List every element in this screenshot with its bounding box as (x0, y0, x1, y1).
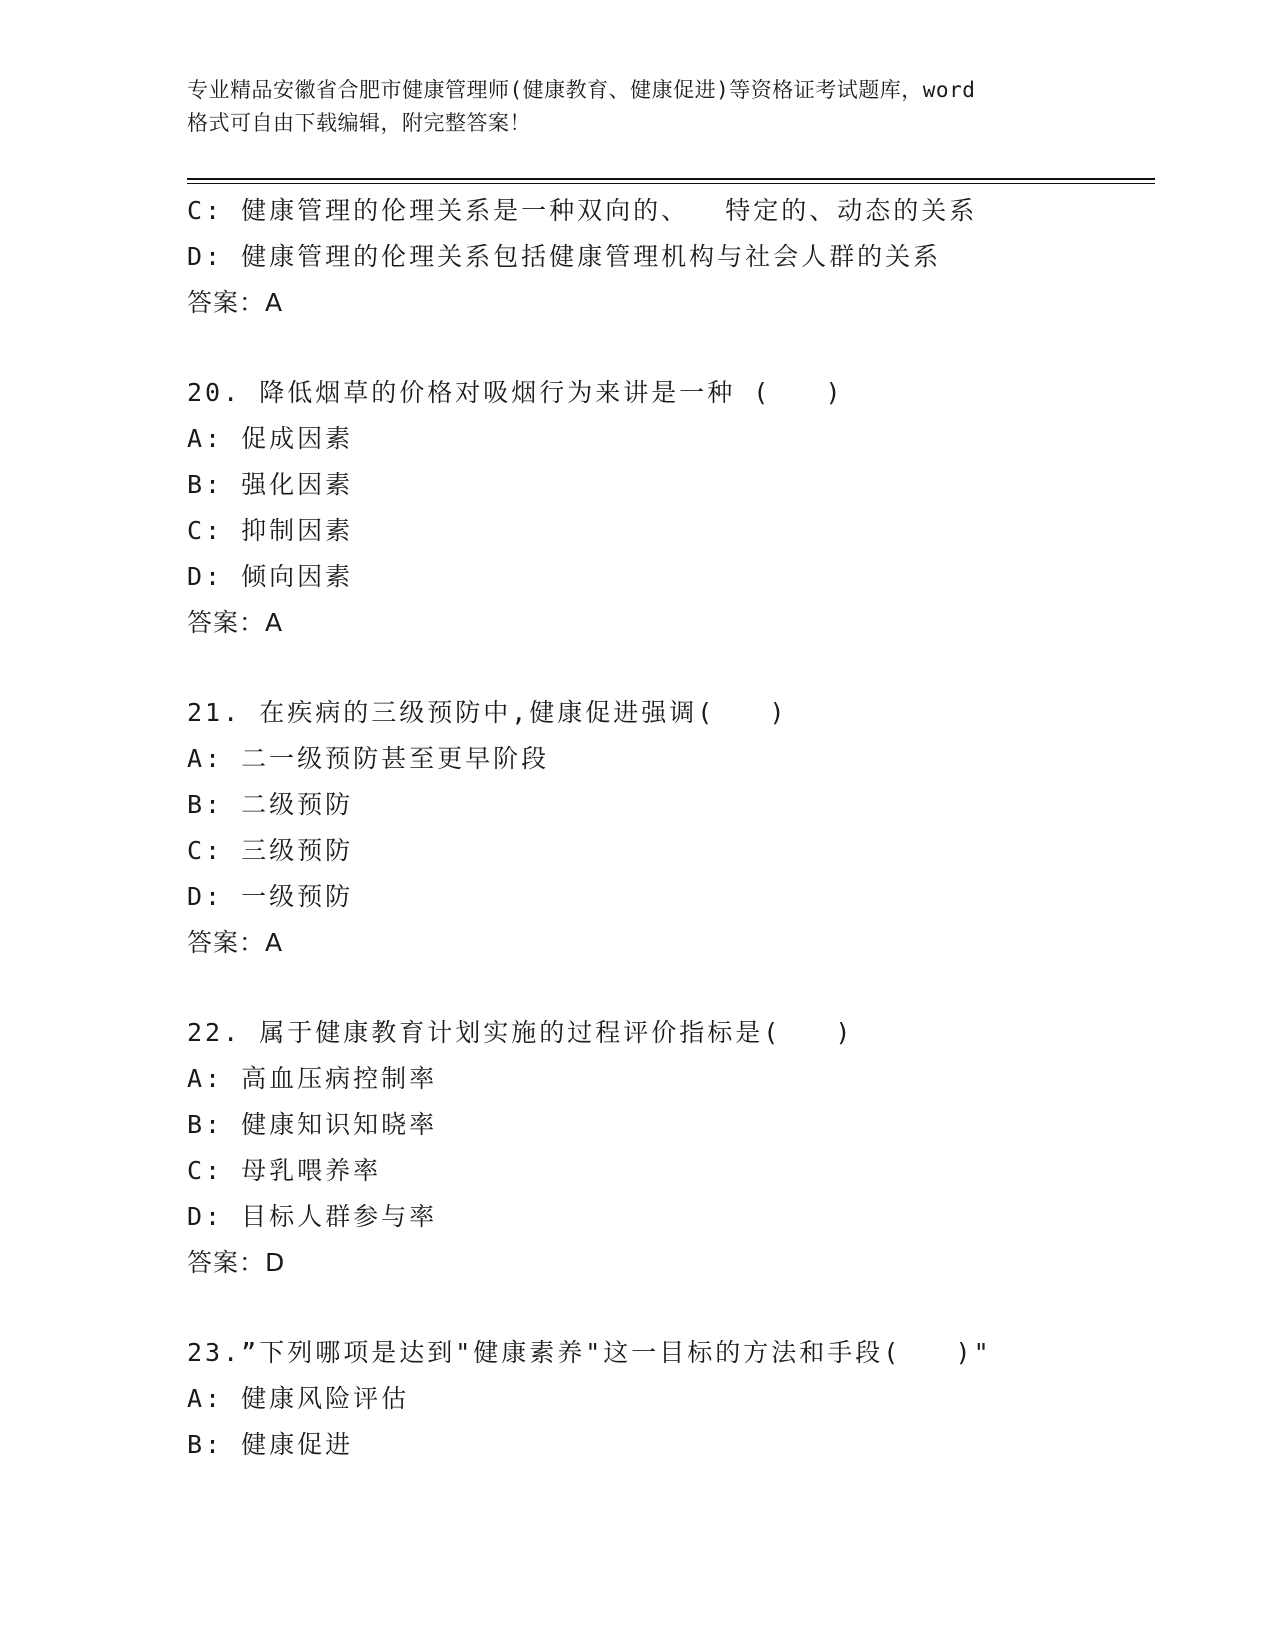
question-stem: 20. 降低烟草的价格对吸烟行为来讲是一种 ( ) (187, 378, 844, 407)
question-block (187, 188, 1155, 326)
option-c: C: 三级预防 (187, 836, 354, 865)
option-b: B: 健康知识知晓率 (187, 1110, 438, 1139)
answer-line: 答案：D (187, 1248, 286, 1277)
option-c: C: 母乳喂养率 (187, 1156, 382, 1185)
header-line-1: 专业精品安徽省合肥市健康管理师(健康教育、健康促进)等资格证考试题库，word (187, 78, 976, 102)
answer-line: 答案：A (187, 288, 284, 317)
question-block (187, 690, 1155, 966)
option-a: A: 二一级预防甚至更早阶段 (187, 744, 550, 773)
option-d: D: 健康管理的伦理关系包括健康管理机构与社会人群的关系 (187, 242, 942, 271)
option-a: A: 高血压病控制率 (187, 1064, 438, 1093)
question-block (187, 1330, 1155, 1468)
option-a: A: 促成因素 (187, 424, 354, 453)
answer-line: 答案：A (187, 608, 284, 637)
question-stem: 21. 在疾病的三级预防中,健康促进强调( ) (187, 698, 788, 727)
option-b: B: 二级预防 (187, 790, 354, 819)
question-block (187, 1010, 1155, 1286)
header-rule-thin (187, 183, 1155, 184)
question-stem: 22. 属于健康教育计划实施的过程评价指标是( ) (187, 1018, 854, 1047)
option-c: C: 健康管理的伦理关系是一种双向的、 特定的、动态的关系 (187, 196, 978, 225)
option-c: C: 抑制因素 (187, 516, 354, 545)
header-rule-thick (187, 178, 1155, 180)
question-block (187, 370, 1155, 646)
option-d: D: 一级预防 (187, 882, 354, 911)
option-b: B: 强化因素 (187, 470, 354, 499)
document-header (187, 74, 1087, 140)
answer-line: 答案：A (187, 928, 284, 957)
option-b: B: 健康促进 (187, 1430, 354, 1459)
question-stem: 23.”下列哪项是达到"健康素养"这一目标的方法和手段( )" (187, 1338, 992, 1367)
question-list (187, 188, 1155, 1468)
option-a: A: 健康风险评估 (187, 1384, 410, 1413)
option-d: D: 倾向因素 (187, 562, 354, 591)
option-d: D: 目标人群参与率 (187, 1202, 438, 1231)
header-line-2: 格式可自由下载编辑，附完整答案！ (187, 111, 531, 135)
